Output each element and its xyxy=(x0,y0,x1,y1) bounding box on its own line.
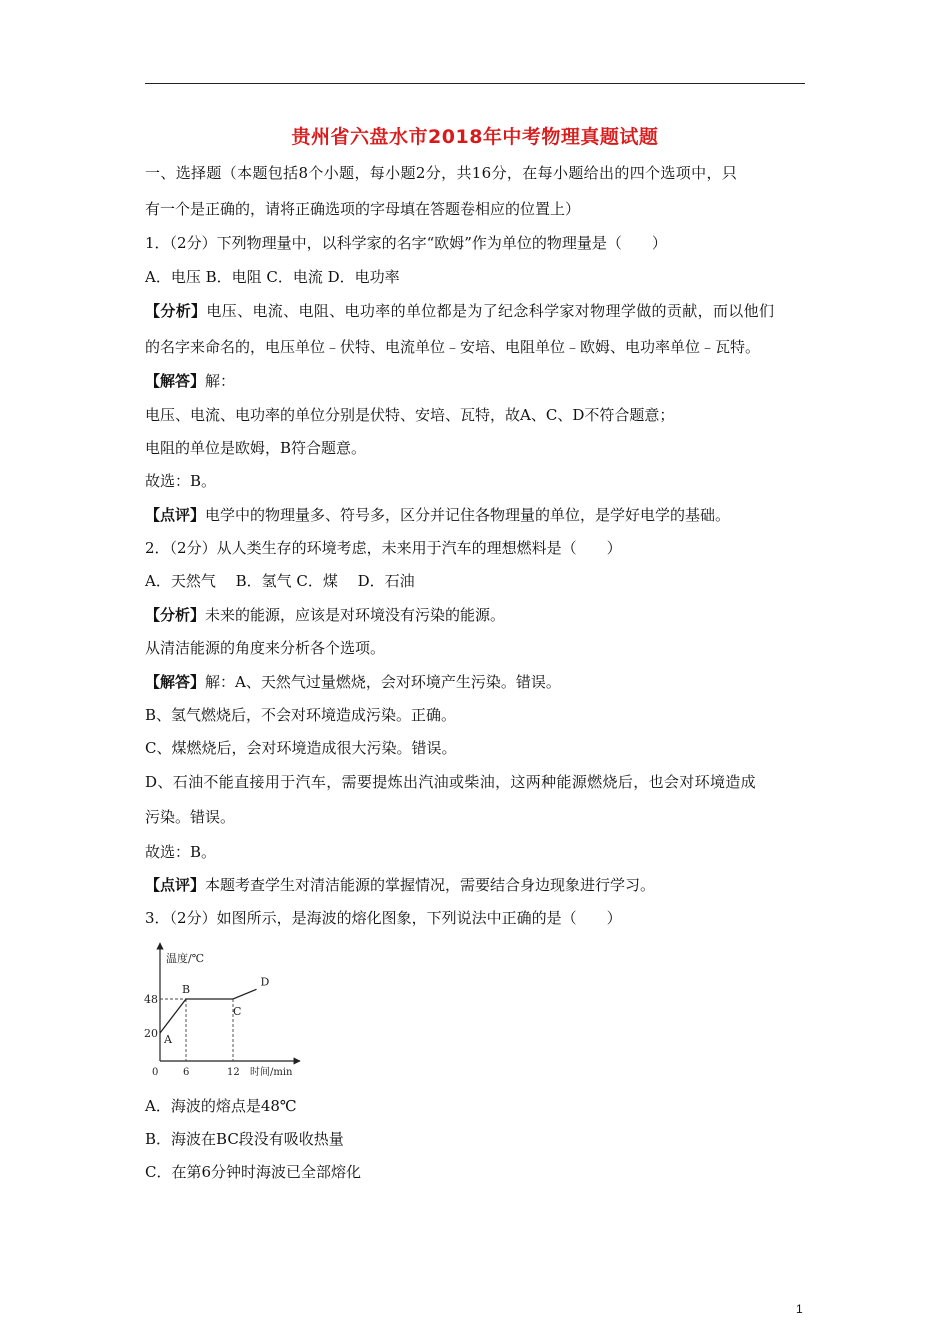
point-label-b: B xyxy=(182,983,191,996)
section-instructions-line1: 一、选择题（本题包括8个小题，每小题2分，共16分，在每小题给出的四个选项中，只 xyxy=(145,164,738,182)
q3-option-a: A．海波的熔点是48℃ xyxy=(145,1097,297,1115)
q1-comment-text: 电学中的物理量多、符号多，区分并记住各物理量的单位，是学好电学的基础。 xyxy=(205,506,731,524)
q2-analysis-text-1: 未来的能源，应该是对环境没有污染的能源。 xyxy=(205,606,506,624)
q2-answer xyxy=(145,673,561,691)
y-tick-20: 20 xyxy=(144,1027,158,1040)
header-rule xyxy=(145,83,805,84)
q2-choice: 故选：B。 xyxy=(145,843,217,861)
page-title: 贵州省六盘水市2018年中考物理真题试题 xyxy=(291,126,659,148)
analysis-tag: 【分析】 xyxy=(145,302,207,320)
q2-answer-3: C、煤燃烧后，会对环境造成很大污染。错误。 xyxy=(145,739,457,757)
x-tick-0: 0 xyxy=(152,1067,159,1078)
q1-analysis-text-1: 电压、电流、电阻、电功率的单位都是为了纪念科学家对物理学做的贡献，而以他们 xyxy=(206,302,775,320)
q1-comment xyxy=(145,506,730,524)
point-label-a: A xyxy=(164,1033,172,1046)
q1-answer-2: 电阻的单位是欧姆，B符合题意。 xyxy=(145,439,367,457)
section-instructions-line2: 有一个是正确的，请将正确选项的字母填在答题卷相应的位置上） xyxy=(145,200,581,218)
q1-answer-header xyxy=(145,372,235,390)
q1-stem: 1．（2分）下列物理量中，以科学家的名字“欧姆”作为单位的物理量是（ ） xyxy=(145,234,667,252)
x-tick-6: 6 xyxy=(183,1067,190,1078)
q2-answer-2: B、氢气燃烧后，不会对环境造成污染。正确。 xyxy=(145,706,457,724)
q3-option-b: B．海波在BC段没有吸收热量 xyxy=(145,1130,344,1148)
melting-curve-line xyxy=(160,989,257,1033)
q1-options: A．电压 B．电阻 C．电流 D．电功率 xyxy=(145,268,400,286)
comment-tag: 【点评】 xyxy=(145,506,206,524)
q1-answer-intro: 解： xyxy=(205,372,236,390)
q1-choice: 故选：B。 xyxy=(145,472,217,490)
q2-answer-5: 污染。错误。 xyxy=(145,808,236,826)
q3-stem: 3．（2分）如图所示，是海波的熔化图象，下列说法中正确的是（ ） xyxy=(145,909,622,927)
melting-curve-chart xyxy=(140,935,310,1085)
analysis-tag: 【分析】 xyxy=(145,606,206,624)
page-number: 1 xyxy=(796,1302,803,1316)
comment-tag: 【点评】 xyxy=(145,876,206,894)
q1-analysis xyxy=(145,302,774,320)
y-axis-label: 温度/℃ xyxy=(166,952,205,965)
q2-answer-1: 解：A、天然气过量燃烧，会对环境产生污染。错误。 xyxy=(205,673,561,691)
q2-options: A．天然气 B．氢气 C．煤 D．石油 xyxy=(145,572,415,590)
point-label-c: C xyxy=(233,1005,242,1018)
answer-tag: 【解答】 xyxy=(145,372,206,390)
q1-answer-1: 电压、电流、电功率的单位分别是伏特、安培、瓦特，故A、C、D不符合题意； xyxy=(145,406,675,424)
q2-analysis xyxy=(145,606,505,624)
x-tick-12: 12 xyxy=(227,1067,240,1078)
x-axis-label: 时间/min xyxy=(250,1067,293,1078)
q2-analysis-text-2: 从清洁能源的角度来分析各个选项。 xyxy=(145,639,386,657)
answer-tag: 【解答】 xyxy=(145,673,206,691)
q2-comment-text: 本题考查学生对清洁能源的掌握情况，需要结合身边现象进行学习。 xyxy=(205,876,656,894)
point-label-d: D xyxy=(260,975,270,989)
q2-comment xyxy=(145,876,655,894)
q2-answer-4: D、石油不能直接用于汽车，需要提炼出汽油或柴油，这两种能源燃烧后，也会对环境造成 xyxy=(145,773,757,791)
y-tick-48: 48 xyxy=(144,993,158,1006)
q1-analysis-text-2: 的名字来命名的，电压单位﹣伏特、电流单位﹣安培、电阻单位﹣欧姆、电功率单位﹣瓦特。 xyxy=(145,338,761,356)
q3-option-c: C．在第6分钟时海波已全部熔化 xyxy=(145,1163,362,1181)
q2-stem: 2．（2分）从人类生存的环境考虑，未来用于汽车的理想燃料是（ ） xyxy=(145,539,622,557)
